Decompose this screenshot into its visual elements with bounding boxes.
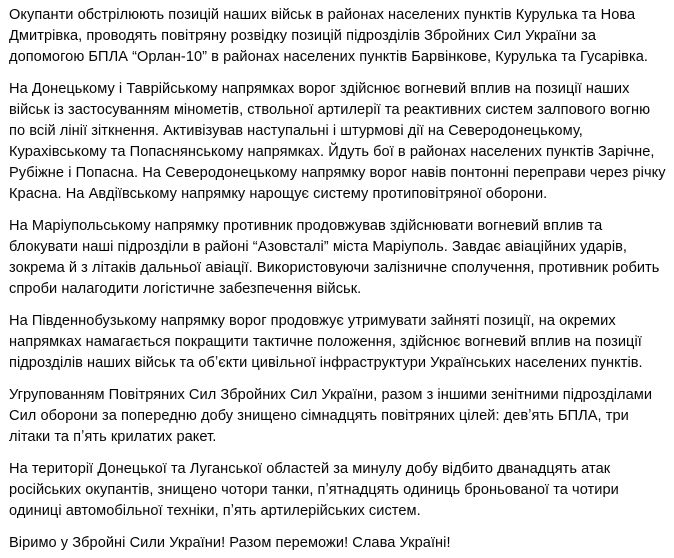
paragraph-mariupol: На Маріупольському напрямку противник продовжував здійснювати вогневий вплив та блокувати наші підрозділи в районі “Азовсталі” міста Маріуполь. Завдає авіаційних ударів, зокрема й з літаків дальньої авіації. Використовуючи залізничне сполучення, противник робить спроби налагодити логістичне забезпечення військ. [9,218,660,297]
paragraph-air-force: Угрупованням Повітряних Сил Збройних Сил України, разом з іншими зенітними підрозділами Сил оборони за попередню добу знищено сімнадцять повітряних цілей: девʼять БПЛА, три літаки та пʼять крилатих ракет. [9,387,653,445]
paragraph-shelling-recon: Окупанти обстрілюють позицій наших військ в районах населених пунктів Курулька та Нова Дмитрівка, проводять повітряну розвідку позицій підрозділів Збройних Сил України за допомогою БПЛА “Орлан-10” в районах населених пунктів Барвінкове, Курулька та Гусарівка. [9,7,649,65]
paragraph-closing: Віримо у Збройні Сили України! Разом переможи! Слава Україні! [9,535,451,551]
paragraph-south-buh: На Південнобузькому напрямку ворог продовжує утримувати зайняті позиції, на окремих напрямках намагається покращити тактичне положення, здійснює вогневий вплив на позиції підрозділів наших військ та обʼєкти цивільної інфраструктури Українських населених пунктів. [9,313,643,371]
paragraph-donetsk-tavria: На Донецькому і Таврійському напрямках ворог здійснює вогневий вплив на позиції наших військ із застосуванням мінометів, ствольної артилерії та реактивних систем залпового вогню по всій лінії зіткнення. Активізував наступальні і штурмові дії на Северодонецькому, Курахівському та Попаснянському напрямках. Йдуть бої в районах населених пунктів Зарічне, Рубіжне і Попасна. На Северодонецькому напрямку ворог навів понтонні переправи через річку Красна. На Авдіївському напрямку нарощує систему протиповітряної оборони. [9,81,666,202]
paragraph-donetsk-luhansk: На території Донецької та Луганської областей за минулу добу відбито дванадцять атак російських окупантів, знищено чотори танки, пʼятнадцять одиниць броньованої та чотири одиниці автомобільної техніки, пʼять артилерійських систем. [9,461,619,519]
post-body [9,5,669,554]
